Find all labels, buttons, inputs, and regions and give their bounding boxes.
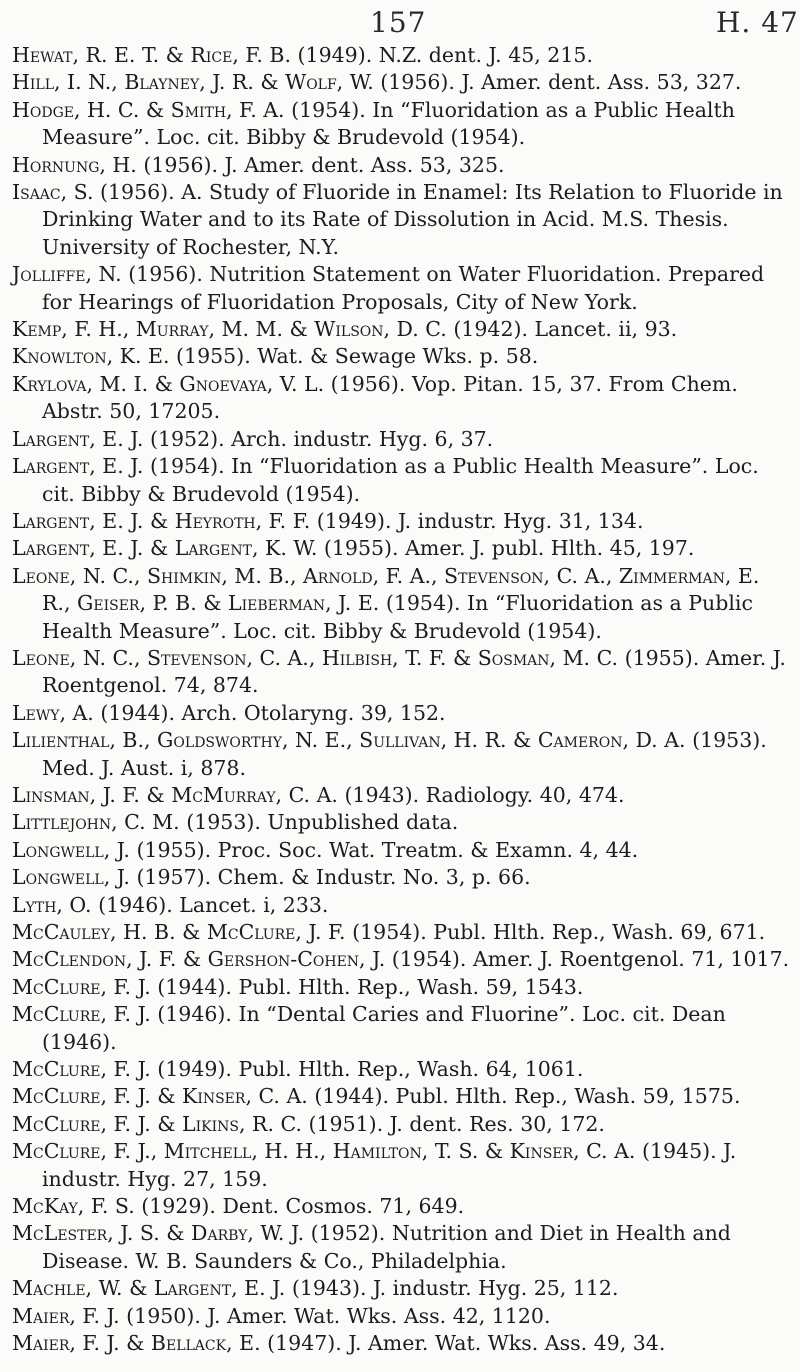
reference-entry: [12, 1056, 792, 1083]
reference-citation: (1947). J. Amer. Wat. Wks. Ass. 49, 34.: [267, 1331, 666, 1356]
reference-authors: Hodge, H. C. & Smith, F. A.: [12, 97, 285, 122]
reference-authors: Longwell, J.: [12, 837, 130, 862]
reference-entry: [12, 426, 792, 453]
reference-citation: (1949). Publ. Hlth. Rep., Wash. 64, 1061.: [157, 1057, 584, 1082]
reference-citation: (1956). Vop. Pitan. 15, 37. From Chem. Abstr. 50, 17205.: [42, 371, 738, 424]
reference-entry: [12, 453, 792, 508]
reference-entry: [12, 152, 792, 179]
reference-citation: (1929). Dent. Cosmos. 71, 649.: [141, 1194, 465, 1219]
reference-citation: (1942). Lancet. ii, 93.: [453, 317, 678, 342]
reference-entry: [12, 316, 792, 343]
reference-authors: Maier, F. J.: [12, 1303, 120, 1328]
reference-citation: (1954). In “Fluoridation as a Public Health Measure”. Loc. cit. Bibby & Brudevold (1954).: [42, 97, 735, 150]
reference-authors: McClure, F. J. & Likins, R. C.: [12, 1111, 302, 1136]
reference-citation: (1952). Arch. industr. Hyg. 6, 37.: [149, 426, 494, 451]
reference-entry: [12, 371, 792, 426]
reference-authors: Lilienthal, B., Goldsworthy, N. E., Sullivan, H. R. & Cameron, D. A.: [12, 728, 686, 753]
reference-entry: [12, 42, 792, 69]
reference-entry: [12, 727, 792, 782]
reference-authors: Leone, N. C., Stevenson, C. A., Hilbish, T. F. & Sosman, M. C.: [12, 645, 619, 670]
reference-authors: McClure, F. J. & Kinser, C. A.: [12, 1084, 308, 1109]
reference-authors: McClure, F. J., Mitchell, H. H., Hamilton, T. S. & Kinser, C. A.: [12, 1139, 636, 1164]
reference-authors: Hornung, H.: [12, 152, 137, 177]
reference-citation: (1955). Amer. J. publ. Hlth. 45, 197.: [323, 536, 695, 561]
reference-authors: Jolliffe, N.: [12, 262, 122, 287]
reference-authors: Knowlton, K. E.: [12, 344, 170, 369]
reference-citation: (1945). J. industr. Hyg. 27, 159.: [42, 1139, 737, 1191]
reference-citation: (1944). Publ. Hlth. Rep., Wash. 59, 1575.: [314, 1084, 741, 1109]
reference-authors: Largent, E. J. & Heyroth, F. F.: [12, 508, 311, 533]
reference-entry: [12, 974, 792, 1001]
reference-entry: [12, 563, 792, 645]
reference-entry: [12, 919, 792, 946]
reference-citation: (1949). J. industr. Hyg. 31, 134.: [316, 508, 644, 533]
reference-citation: (1951). J. dent. Res. 30, 172.: [308, 1111, 605, 1136]
reference-citation: (1954). Publ. Hlth. Rep., Wash. 69, 671.: [352, 920, 766, 944]
reference-authors: Machle, W. & Largent, E. J.: [12, 1276, 286, 1301]
reference-entry: [12, 864, 792, 891]
reference-authors: Hill, I. N., Blayney, J. R. & Wolf, W.: [12, 70, 374, 95]
reference-entry: [12, 1111, 792, 1138]
reference-authors: McClure, F. J.: [12, 974, 151, 999]
reference-entry: [12, 1220, 792, 1275]
reference-authors: McCauley, H. B. & McClure, J. F.: [12, 920, 346, 944]
reference-entry: [12, 1001, 792, 1056]
reference-authors: Kemp, F. H., Murray, M. M. & Wilson, D. C.: [12, 317, 447, 342]
reference-citation: (1943). J. industr. Hyg. 25, 112.: [291, 1276, 619, 1301]
reference-citation: (1944). Publ. Hlth. Rep., Wash. 59, 1543.: [157, 974, 584, 999]
reference-citation: (1956). Nutrition Statement on Water Fluoridation. Prepared for Hearings of Fluoridation Proposals, City of New York.: [42, 262, 765, 314]
reference-entry: [12, 343, 792, 370]
reference-entry: [12, 1138, 792, 1193]
reference-authors: Leone, N. C., Shimkin, M. B., Arnold, F. A., Stevenson, C. A., Zimmerman, E. R., Geiser, P. B. & Lieberman, J. E.: [12, 563, 760, 616]
reference-authors: Longwell, J.: [12, 865, 130, 890]
reference-citation: (1949). N.Z. dent. J. 45, 215.: [297, 43, 593, 67]
reference-authors: Isaac, S.: [12, 180, 94, 205]
reference-citation: (1946). Lancet. i, 233.: [98, 892, 329, 917]
reference-citation: (1954). In “Fluoridation as a Public Health Measure”. Loc. cit. Bibby & Brudevold (1954).: [42, 591, 753, 643]
reference-authors: Littlejohn, C. M.: [12, 810, 180, 835]
reference-authors: McClendon, J. F. & Gershon-Cohen, J.: [12, 947, 386, 972]
reference-authors: McLester, J. S. & Darby, W. J.: [12, 1221, 305, 1246]
reference-entry: [12, 1330, 792, 1357]
reference-citation: (1956). J. Amer. dent. Ass. 53, 327.: [380, 70, 742, 95]
reference-authors: Lyth, O.: [12, 892, 92, 917]
reference-authors: McKay, F. S.: [12, 1194, 135, 1219]
reference-citation: (1950). J. Amer. Wat. Wks. Ass. 42, 1120.: [126, 1303, 551, 1328]
reference-entry: [12, 1275, 792, 1302]
reference-entry: [12, 1193, 792, 1220]
page-number: 157: [370, 6, 427, 39]
reference-entry: [12, 809, 792, 836]
reference-entry: [12, 179, 792, 261]
reference-citation: (1955). Wat. & Sewage Wks. p. 58.: [176, 344, 539, 369]
reference-citation: (1953). Unpublished data.: [186, 810, 459, 835]
reference-citation: (1954). Amer. J. Roentgenol. 71, 1017.: [391, 947, 790, 972]
reference-entry: [12, 1303, 792, 1330]
reference-entry: [12, 782, 792, 809]
reference-authors: Linsman, J. F. & McMurray, C. A.: [12, 782, 338, 807]
reference-entry: [12, 508, 792, 535]
reference-entry: [12, 261, 792, 316]
reference-authors: Largent, E. J.: [12, 426, 144, 451]
reference-entry: [12, 892, 792, 919]
reference-citation: (1955). Proc. Soc. Wat. Treatm. & Examn. 4, 44.: [136, 837, 639, 862]
reference-list: [12, 42, 792, 1358]
reference-citation: (1954). In “Fluoridation as a Public Health Measure”. Loc. cit. Bibby & Brudevold (1954).: [42, 454, 759, 506]
reference-entry: [12, 69, 792, 96]
reference-entry: [12, 1083, 792, 1110]
reference-entry: [12, 535, 792, 562]
reference-citation: (1956). J. Amer. dent. Ass. 53, 325.: [143, 152, 505, 177]
reference-authors: Maier, F. J. & Bellack, E.: [12, 1331, 261, 1356]
reference-citation: (1957). Chem. & Industr. No. 3, p. 66.: [136, 865, 531, 890]
reference-citation: (1955). Amer. J. Roentgenol. 74, 874.: [42, 645, 786, 698]
reference-citation: (1944). Arch. Otolaryng. 39, 152.: [100, 700, 446, 725]
reference-citation: (1956). A. Study of Fluoride in Enamel: Its Relation to Fluoride in Drinking Water and to its Rate of Dissolution in Acid. M.S. Thesis. University of Rochester, N.Y.: [42, 180, 783, 259]
reference-entry: [12, 97, 792, 152]
reference-citation: (1946). In “Dental Caries and Fluorine”. Loc. cit. Dean (1946).: [42, 1002, 726, 1054]
reference-authors: Krylova, M. I. & Gnoevaya, V. L.: [12, 371, 325, 396]
reference-authors: Lewy, A.: [12, 700, 94, 725]
reference-citation: (1943). Radiology. 40, 474.: [344, 782, 625, 807]
reference-entry: [12, 700, 792, 727]
reference-citation: (1953). Med. J. Aust. i, 878.: [42, 728, 767, 780]
reference-entry: [12, 645, 792, 700]
reference-authors: Hewat, R. E. T. & Rice, F. B.: [12, 43, 292, 67]
page-code: H. 47: [716, 6, 799, 39]
reference-authors: McClure, F. J.: [12, 1002, 151, 1027]
reference-entry: [12, 837, 792, 864]
reference-citation: (1952). Nutrition and Diet in Health and Disease. W. B. Saunders & Co., Philadelphia.: [42, 1221, 731, 1273]
reference-entry: [12, 946, 792, 973]
reference-authors: Largent, E. J. & Largent, K. W.: [12, 536, 318, 561]
reference-authors: McClure, F. J.: [12, 1057, 151, 1082]
reference-authors: Largent, E. J.: [12, 454, 144, 479]
